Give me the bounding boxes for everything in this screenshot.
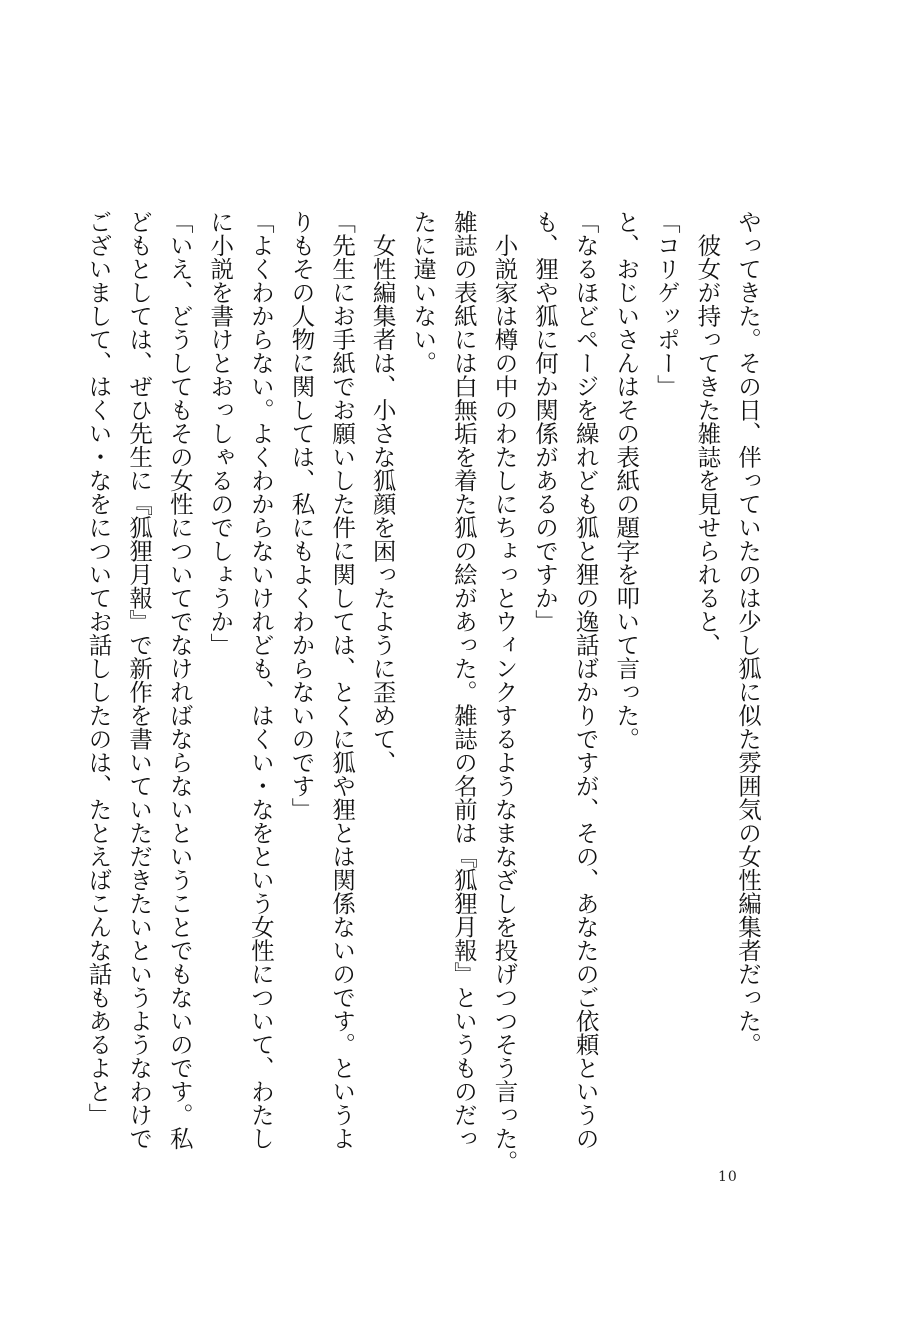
text-line-13: 「よくわからない。よくわからないけれども、はくい・なをという女性について、わたし <box>246 210 275 1150</box>
text-line-17: ございまして、はくい・なをについてお話ししたのは、たとえばこんな話もあるよと」 <box>84 210 113 1127</box>
text-line-7: 小説家は樽の中のわたしにちょっとウィンクするようなまなざしを投げつつそう言った。 <box>490 210 519 1174</box>
text-line-10: 女性編集者は、小さな狐顔を困ったように歪めて、 <box>368 210 397 774</box>
text-line-8: 雑誌の表紙には白無垢を着た狐の絵があった。雑誌の名前は『狐狸月報』というものだっ <box>449 210 478 1150</box>
vertical-text-body <box>78 210 768 1174</box>
text-line-9: たに違いない。 <box>409 210 438 375</box>
text-line-14: に小説を書けとおっしゃるのでしょうか」 <box>206 210 235 657</box>
text-line-5: 「なるほどページを繰れども狐と狸の逸話ばかりですが、その、あなたのご依頼というの <box>571 210 600 1150</box>
text-line-1: やってきた。その日、伴っていたのは少し狐に似た雰囲気の女性編集者だった。 <box>734 210 762 1056</box>
text-line-12: りもその人物に関しては、私にもよくわからないのです」 <box>287 210 316 821</box>
text-line-4: と、おじいさんはその表紙の題字を叩いて言った。 <box>612 210 641 751</box>
page-number: 10 <box>718 1169 738 1185</box>
text-line-3: 「コリゲッポー」 <box>652 210 681 398</box>
text-line-11: 「先生にお手紙でお願いした件に関しては、とくに狐や狸とは関係ないのです。というよ <box>328 210 357 1150</box>
text-line-16: どもとしては、ぜひ先生に『狐狸月報』で新作を書いていただきたいというようなわけで <box>125 210 154 1150</box>
text-line-2: 彼女が持ってきた雑誌を見せられると、 <box>693 210 722 657</box>
text-line-6: も、狸や狐に何か関係があるのですか」 <box>531 210 560 633</box>
text-line-15: 「いえ、どうしてもその女性についてでなければならないということでもないのです。私 <box>165 210 194 1150</box>
